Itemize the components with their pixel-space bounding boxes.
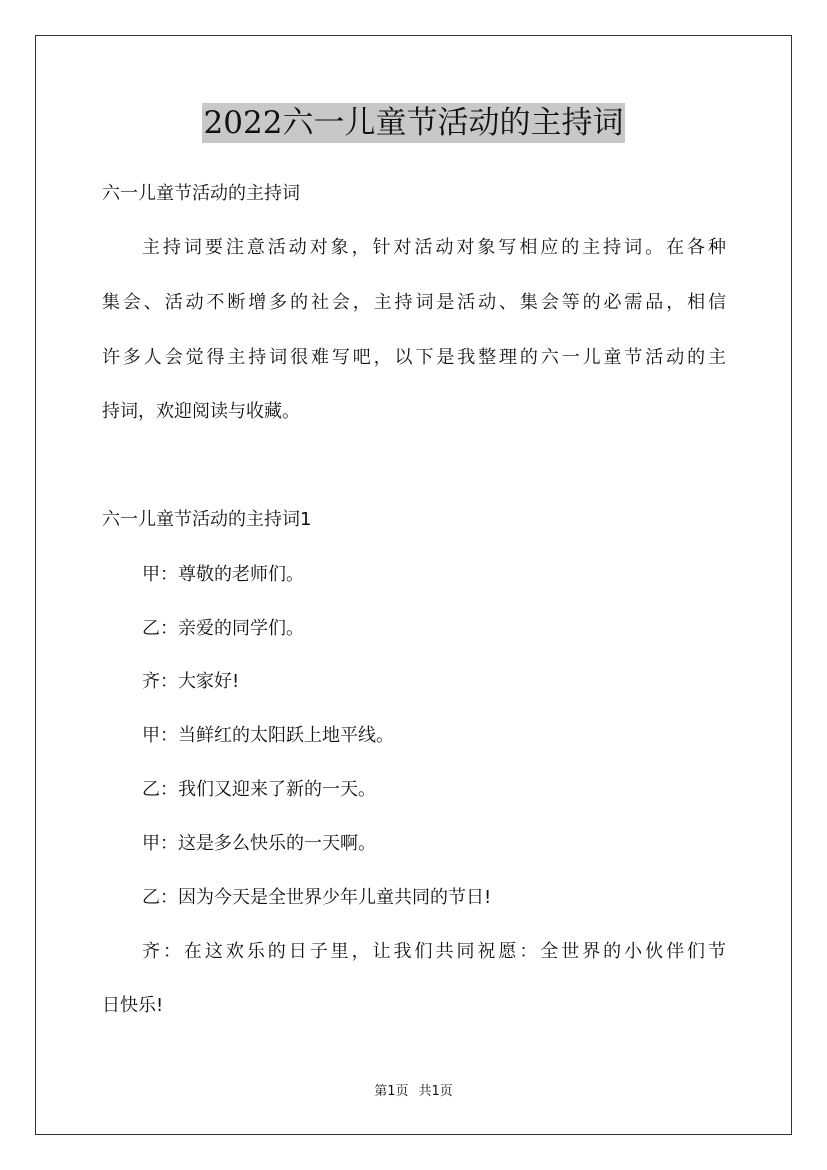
dialogue-line-4: 甲：当鲜红的太阳跃上地平线。 bbox=[142, 725, 394, 746]
intro-line-1: 主持词要注意活动对象，针对活动对象写相应的主持词。在各种 bbox=[142, 237, 726, 258]
document-title: 2022六一儿童节活动的主持词 bbox=[203, 105, 624, 141]
dialogue-line-3: 齐：大家好! bbox=[142, 671, 240, 692]
intro-line-2: 集会、活动不断增多的社会，主持词是活动、集会等的必需品，相信 bbox=[102, 292, 726, 313]
dialogue-line-2: 乙：亲爱的同学们。 bbox=[142, 618, 304, 639]
page-total: 共1页 bbox=[418, 1084, 453, 1099]
page-footer bbox=[0, 1084, 827, 1100]
dialogue-line-6: 甲：这是多么快乐的一天啊。 bbox=[142, 833, 376, 854]
intro-line-4: 持词，欢迎阅读与收藏。 bbox=[102, 401, 300, 422]
closing-line-1: 齐：在这欢乐的日子里，让我们共同祝愿：全世界的小伙伴们节 bbox=[142, 941, 726, 962]
dialogue-line-1: 甲：尊敬的老师们。 bbox=[142, 564, 304, 585]
dialogue-line-7: 乙：因为今天是全世界少年儿童共同的节日! bbox=[142, 887, 492, 908]
subtitle: 六一儿童节活动的主持词 bbox=[102, 183, 300, 204]
intro-line-3: 许多人会觉得主持词很难写吧，以下是我整理的六一儿童节活动的主 bbox=[102, 347, 726, 368]
dialogue-line-5: 乙：我们又迎来了新的一天。 bbox=[142, 779, 376, 800]
page-number: 第1页 bbox=[374, 1084, 409, 1099]
section-heading: 六一儿童节活动的主持词1 bbox=[102, 509, 312, 530]
title-container bbox=[0, 103, 827, 143]
closing-line-2: 日快乐! bbox=[102, 995, 164, 1016]
